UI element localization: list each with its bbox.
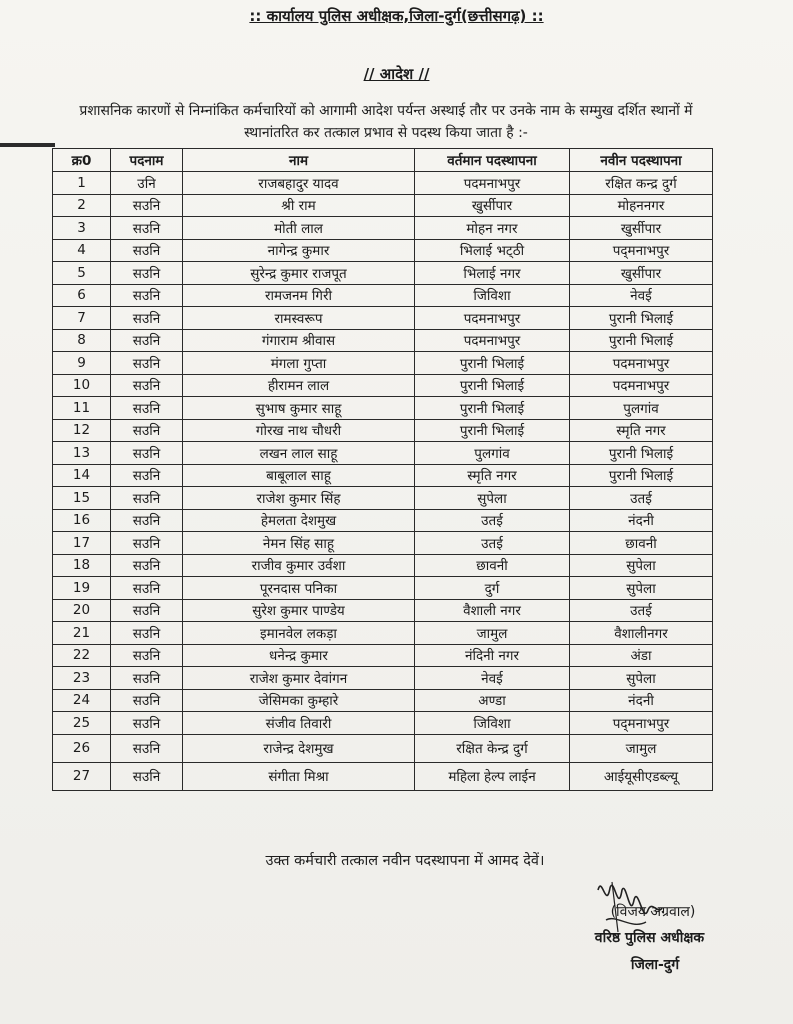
cell-serial: 14 — [53, 464, 111, 487]
cell-designation: सउनि — [111, 397, 183, 420]
table-row — [53, 622, 713, 645]
cell-name: गंगाराम श्रीवास — [183, 329, 415, 352]
scan-edge-shadow — [0, 143, 55, 147]
cell-designation: सउनि — [111, 532, 183, 555]
table-row — [53, 734, 713, 762]
cell-new-posting: पुलगांव — [570, 397, 713, 420]
cell-new-posting: आईयूसीएडब्ल्यू — [570, 762, 713, 790]
cell-current-posting: जिविशा — [415, 712, 570, 735]
cell-serial: 20 — [53, 599, 111, 622]
table-row — [53, 532, 713, 555]
cell-new-posting: स्मृति नगर — [570, 419, 713, 442]
cell-current-posting: पदमनाभपुर — [415, 172, 570, 195]
cell-serial: 7 — [53, 307, 111, 330]
cell-current-posting: पदमनाभपुर — [415, 307, 570, 330]
cell-current-posting: भिलाई भट्‌ठी — [415, 239, 570, 262]
cell-current-posting: पुरानी भिलाई — [415, 397, 570, 420]
cell-name: हीरामन लाल — [183, 374, 415, 397]
cell-serial: 26 — [53, 734, 111, 762]
cell-new-posting: खुर्सीपार — [570, 217, 713, 240]
header-new-posting: नवीन पदस्थापना — [570, 149, 713, 172]
order-intro-paragraph: प्रशासनिक कारणों से निम्नांकित कर्मचारियों को आगामी आदेश पर्यन्त अस्थाई तौर पर उनके नाम के सम्मुख दर्शित स्थानों में स्थानांतरित कर तत्काल प्रभाव से पदस्थ किया जाता है :- — [79, 103, 693, 141]
table-row — [53, 217, 713, 240]
cell-new-posting: मोहननगर — [570, 194, 713, 217]
cell-name: सुरेन्द्र कुमार राजपूत — [183, 262, 415, 285]
cell-current-posting: वैशाली नगर — [415, 599, 570, 622]
header-name: नाम — [183, 149, 415, 172]
cell-name: संगीता मिश्रा — [183, 762, 415, 790]
table-row — [53, 419, 713, 442]
cell-serial: 4 — [53, 239, 111, 262]
cell-current-posting: जामुल — [415, 622, 570, 645]
cell-current-posting: सुपेला — [415, 487, 570, 510]
cell-current-posting: जिविशा — [415, 284, 570, 307]
cell-current-posting: मोहन नगर — [415, 217, 570, 240]
cell-designation: सउनि — [111, 599, 183, 622]
cell-name: जेसिमका कुम्हारे — [183, 689, 415, 712]
cell-serial: 15 — [53, 487, 111, 510]
cell-designation: सउनि — [111, 577, 183, 600]
cell-new-posting: रक्षित कन्द्र दुर्ग — [570, 172, 713, 195]
cell-serial: 3 — [53, 217, 111, 240]
cell-current-posting: पदमनाभपुर — [415, 329, 570, 352]
cell-name: नेमन सिंह साहू — [183, 532, 415, 555]
cell-designation: सउनि — [111, 352, 183, 375]
cell-serial: 17 — [53, 532, 111, 555]
cell-name: राजेश कुमार सिंह — [183, 487, 415, 510]
cell-new-posting: नंदनी — [570, 509, 713, 532]
cell-name: हेमलता देशमुख — [183, 509, 415, 532]
cell-current-posting: छावनी — [415, 554, 570, 577]
cell-name: श्री राम — [183, 194, 415, 217]
cell-current-posting: पुरानी भिलाई — [415, 374, 570, 397]
cell-designation: सउनि — [111, 307, 183, 330]
cell-serial: 27 — [53, 762, 111, 790]
cell-serial: 19 — [53, 577, 111, 600]
cell-serial: 1 — [53, 172, 111, 195]
cell-current-posting: पुलगांव — [415, 442, 570, 465]
header-designation: पदनाम — [111, 149, 183, 172]
cell-new-posting: उतई — [570, 487, 713, 510]
cell-current-posting: पुरानी भिलाई — [415, 419, 570, 442]
cell-current-posting: उतई — [415, 532, 570, 555]
cell-new-posting: खुर्सीपार — [570, 262, 713, 285]
cell-designation: सउनि — [111, 329, 183, 352]
cell-new-posting: पुरानी भिलाई — [570, 464, 713, 487]
cell-current-posting: उतई — [415, 509, 570, 532]
closing-instruction: उक्त कर्मचारी तत्काल नवीन पदस्थापना में आमद देवें। — [265, 853, 545, 869]
cell-new-posting: नंदनी — [570, 689, 713, 712]
cell-name: राजेश कुमार देवांगन — [183, 667, 415, 690]
header-current-posting: वर्तमान पदस्थापना — [415, 149, 570, 172]
cell-designation: सउनि — [111, 262, 183, 285]
cell-name: संजीव तिवारी — [183, 712, 415, 735]
cell-current-posting: रक्षित केन्द्र दुर्ग — [415, 734, 570, 762]
table-row — [53, 712, 713, 735]
table-row — [53, 644, 713, 667]
cell-designation: सउनि — [111, 442, 183, 465]
cell-new-posting: पदमनाभपुर — [570, 374, 713, 397]
table-row — [53, 464, 713, 487]
cell-name: लखन लाल साहू — [183, 442, 415, 465]
cell-current-posting: नेवई — [415, 667, 570, 690]
cell-designation: सउनि — [111, 487, 183, 510]
cell-designation: सउनि — [111, 194, 183, 217]
cell-name: पूरनदास पनिका — [183, 577, 415, 600]
table-row — [53, 239, 713, 262]
cell-designation: सउनि — [111, 374, 183, 397]
office-heading: :: कार्यालय पुलिस अधीक्षक,जिला-दुर्ग(छत्तीसगढ़) :: — [249, 7, 544, 25]
cell-new-posting: सुपेला — [570, 577, 713, 600]
cell-serial: 11 — [53, 397, 111, 420]
cell-new-posting: पदमनाभपुर — [570, 352, 713, 375]
table-row — [53, 329, 713, 352]
cell-new-posting: जामुल — [570, 734, 713, 762]
cell-designation: सउनि — [111, 644, 183, 667]
cell-name: राजीव कुमार उर्वशा — [183, 554, 415, 577]
cell-serial: 25 — [53, 712, 111, 735]
cell-serial: 22 — [53, 644, 111, 667]
table-row — [53, 689, 713, 712]
header-serial: क्र0 — [53, 149, 111, 172]
cell-designation: सउनि — [111, 554, 183, 577]
transfer-table — [52, 148, 713, 791]
cell-serial: 6 — [53, 284, 111, 307]
table-row — [53, 397, 713, 420]
cell-serial: 21 — [53, 622, 111, 645]
cell-designation: सउनि — [111, 464, 183, 487]
table-body — [53, 172, 713, 791]
cell-new-posting: अंडा — [570, 644, 713, 667]
cell-name: राजेन्द्र देशमुख — [183, 734, 415, 762]
cell-current-posting: दुर्ग — [415, 577, 570, 600]
cell-serial: 18 — [53, 554, 111, 577]
cell-serial: 12 — [53, 419, 111, 442]
cell-name: राजबहादुर यादव — [183, 172, 415, 195]
cell-name: मंगला गुप्ता — [183, 352, 415, 375]
cell-serial: 10 — [53, 374, 111, 397]
cell-designation: सउनि — [111, 419, 183, 442]
cell-current-posting: खुर्सीपार — [415, 194, 570, 217]
cell-designation: सउनि — [111, 622, 183, 645]
table-row — [53, 172, 713, 195]
cell-new-posting: छावनी — [570, 532, 713, 555]
cell-new-posting: पुरानी भिलाई — [570, 307, 713, 330]
cell-name: नागेन्द्र कुमार — [183, 239, 415, 262]
cell-new-posting: पद्‌मनाभपुर — [570, 712, 713, 735]
cell-name: मोती लाल — [183, 217, 415, 240]
cell-new-posting: पुरानी भिलाई — [570, 442, 713, 465]
table-header-row — [53, 149, 713, 172]
cell-designation: सउनि — [111, 762, 183, 790]
cell-new-posting: नेवई — [570, 284, 713, 307]
cell-name: बाबूलाल साहू — [183, 464, 415, 487]
table-row — [53, 599, 713, 622]
cell-designation: सउनि — [111, 734, 183, 762]
cell-designation: सउनि — [111, 217, 183, 240]
cell-name: सुभाष कुमार साहू — [183, 397, 415, 420]
cell-name: इमानवेल लकड़ा — [183, 622, 415, 645]
cell-designation: सउनि — [111, 712, 183, 735]
cell-current-posting: भिलाई नगर — [415, 262, 570, 285]
cell-serial: 8 — [53, 329, 111, 352]
cell-serial: 23 — [53, 667, 111, 690]
table-row — [53, 194, 713, 217]
table-row — [53, 374, 713, 397]
cell-serial: 13 — [53, 442, 111, 465]
cell-new-posting: पद्‌मनाभपुर — [570, 239, 713, 262]
table-row — [53, 509, 713, 532]
cell-name: रामजनम गिरी — [183, 284, 415, 307]
cell-name: रामस्वरूप — [183, 307, 415, 330]
cell-serial: 9 — [53, 352, 111, 375]
cell-name: गोरख नाथ चौधरी — [183, 419, 415, 442]
table-row — [53, 307, 713, 330]
cell-name: सुरेश कुमार पाण्डेय — [183, 599, 415, 622]
cell-designation: उनि — [111, 172, 183, 195]
cell-new-posting: सुपेला — [570, 554, 713, 577]
table-row — [53, 442, 713, 465]
cell-serial: 24 — [53, 689, 111, 712]
cell-current-posting: पुरानी भिलाई — [415, 352, 570, 375]
table-row — [53, 554, 713, 577]
cell-current-posting: नंदिनी नगर — [415, 644, 570, 667]
cell-designation: सउनि — [111, 284, 183, 307]
cell-designation: सउनि — [111, 509, 183, 532]
cell-current-posting: महिला हेल्प लाईन — [415, 762, 570, 790]
cell-serial: 2 — [53, 194, 111, 217]
cell-designation: सउनि — [111, 667, 183, 690]
cell-current-posting: अण्डा — [415, 689, 570, 712]
cell-name: धनेन्द्र कुमार — [183, 644, 415, 667]
signatory-district: जिला-दुर्ग — [630, 957, 680, 973]
cell-designation: सउनि — [111, 239, 183, 262]
cell-designation: सउनि — [111, 689, 183, 712]
table-row — [53, 762, 713, 790]
table-row — [53, 352, 713, 375]
cell-serial: 5 — [53, 262, 111, 285]
signatory-title: वरिष्ठ पुलिस अधीक्षक — [594, 930, 705, 946]
cell-new-posting: सुपेला — [570, 667, 713, 690]
order-heading: // आदेश // — [363, 65, 430, 83]
table-row — [53, 577, 713, 600]
cell-current-posting: स्मृति नगर — [415, 464, 570, 487]
table-row — [53, 284, 713, 307]
signatory-name: (विजय अग्रवाल) — [610, 904, 696, 920]
cell-new-posting: पुरानी भिलाई — [570, 329, 713, 352]
cell-new-posting: उतई — [570, 599, 713, 622]
table-row — [53, 487, 713, 510]
cell-serial: 16 — [53, 509, 111, 532]
table-row — [53, 262, 713, 285]
cell-new-posting: वैशालीनगर — [570, 622, 713, 645]
table-row — [53, 667, 713, 690]
